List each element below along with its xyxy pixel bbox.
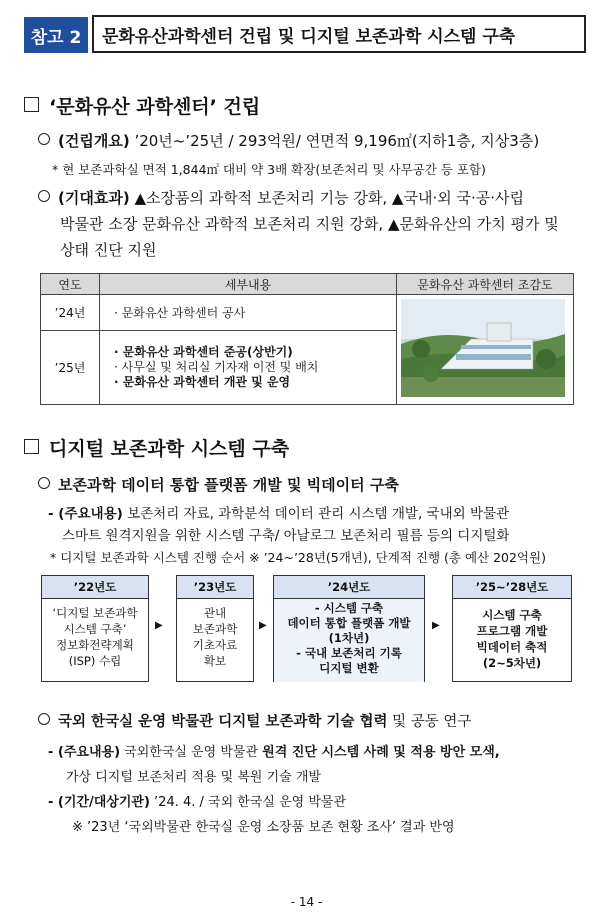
- building-rendering-image: [401, 299, 565, 397]
- flow-step-line: 빅데이터 축적: [476, 640, 548, 654]
- table-header-image: 문화유산 과학센터 조감도: [397, 274, 574, 295]
- checkbox-square-icon: [24, 439, 39, 454]
- page-number: - 14 -: [290, 895, 323, 909]
- flow-step-line: 디지털 변환: [319, 661, 379, 675]
- flow-step-line: 확보: [203, 654, 227, 668]
- section2-heading: [24, 434, 289, 461]
- checkbox-square-icon: [24, 97, 39, 112]
- period-text: ’24. 4. / 국외 한국실 운영 박물관: [149, 795, 347, 810]
- table-header-year: 연도: [41, 274, 100, 295]
- flow-step-year: ’22년도: [42, 576, 148, 599]
- flow-step-year: ’25~’28년도: [453, 576, 571, 599]
- arrow-right-icon: ▶: [432, 620, 440, 631]
- flow-step-line: - 국내 보존처리 기록: [296, 646, 402, 660]
- platform-details: [48, 503, 608, 569]
- effects-label: (기대효과): [58, 189, 130, 207]
- platform-bullet: [38, 472, 399, 498]
- flow-step-2023: [176, 575, 254, 682]
- flow-step-year: ’23년도: [177, 576, 253, 599]
- effects-bullet: [38, 185, 598, 263]
- table-row-year: ’24년: [41, 295, 100, 331]
- flow-step-line: 시스템 구축: [482, 608, 542, 622]
- flow-step-2024: [273, 575, 425, 682]
- overview-bullet: [38, 128, 598, 154]
- cooperation-bullet: [38, 710, 471, 731]
- arrow-right-icon: ▶: [259, 620, 267, 631]
- flow-step-line: 데이터 통합 플랫폼 개발: [287, 616, 411, 630]
- flow-step-line: (1차년): [328, 631, 370, 645]
- flow-step-line: 관내: [203, 606, 227, 620]
- platform-line1: 보존처리 자료, 과학분석 데이터 관리 시스템 개발, 국내외 박물관: [122, 506, 510, 522]
- section1-heading-text: ‘문화유산 과학센터’ 건립: [49, 96, 261, 118]
- flow-step-2022: [41, 575, 149, 682]
- page-title: 문화유산과학센터 건립 및 디지털 보존과학 시스템 구축: [92, 15, 586, 53]
- platform-heading: 보존과학 데이터 통합 플랫폼 개발 및 빅데이터 구축: [58, 476, 399, 494]
- flow-step-year: ’24년도: [274, 576, 424, 599]
- schedule-table: [40, 273, 574, 405]
- cooperation-heading-suffix: 및 공동 연구: [387, 714, 472, 730]
- flow-step-line: (ISP) 수립: [68, 654, 122, 668]
- effects-line1: ▲소장품의 과학적 보존처리 기능 강화, ▲국내·외 국·공·사립: [129, 189, 524, 207]
- effects-line3: 상태 진단 지원: [60, 241, 157, 259]
- survey-note: ※ ’23년 ‘국외박물관 한국실 운영 소장품 보존 현황 조사’ 결과 반영: [72, 820, 455, 835]
- circle-bullet-icon: [38, 133, 50, 145]
- flow-step-line: - 시스템 구축: [314, 601, 384, 615]
- cooperation-line1-bold: 원격 진단 시스템 사례 및 적용 방안 모색,: [262, 745, 500, 760]
- platform-line2: 스마트 원격지원을 위한 시스템 구축/ 아날로그 보존처리 필름 등의 디지털화: [62, 528, 510, 544]
- table-row-item: · 문화유산 과학센터 준공(상반기): [114, 344, 293, 359]
- platform-note: * 디지털 보존과학 시스템 진행 순서 ※ ’24~’28년(5개년), 단계적 진행 (총 예산 202억원): [50, 550, 546, 565]
- arrow-right-icon: ▶: [155, 620, 163, 631]
- table-header-details: 세부내용: [100, 274, 397, 295]
- cooperation-line1: 국외한국실 운영 박물관: [120, 745, 263, 760]
- table-row-year: ’25년: [41, 330, 100, 404]
- flow-step-line: 시스템 구축’: [63, 622, 127, 636]
- flow-step-2025-2028: [452, 575, 572, 682]
- flow-step-line: 기초자료: [192, 638, 238, 652]
- area-note: * 현 보존과학실 면적 1,844㎡ 대비 약 3배 확장(보존처리 및 사무공간 등 포함): [52, 162, 486, 177]
- table-row-item: · 문화유산 과학센터 개관 및 운영: [114, 374, 291, 389]
- center-rendering-cell: [397, 295, 574, 405]
- table-row-item: · 사무실 및 처리실 기자재 이전 및 배치: [114, 359, 319, 374]
- section2-heading-text: 디지털 보존과학 시스템 구축: [49, 438, 290, 460]
- cooperation-line2: 가상 디지털 보존처리 적용 및 복원 기술 개발: [66, 770, 321, 785]
- flow-step-line: 프로그램 개발: [476, 624, 548, 638]
- flow-step-line: (2~5차년): [482, 656, 542, 670]
- circle-bullet-icon: [38, 477, 50, 489]
- circle-bullet-icon: [38, 713, 50, 725]
- table-row-item: · 문화유산 과학센터 공사: [100, 295, 397, 331]
- cooperation-heading: 국외 한국실 운영 박물관 디지털 보존과학 기술 협력: [58, 714, 388, 730]
- cooperation-label: - (주요내용): [48, 745, 121, 760]
- table-row-items: [100, 330, 397, 404]
- flow-step-line: 정보화전략계획: [56, 638, 134, 652]
- reference-tag: 참고 2: [24, 17, 88, 53]
- cooperation-details: [48, 740, 608, 840]
- circle-bullet-icon: [38, 190, 50, 202]
- effects-line2: 박물관 소장 문화유산 과학적 보존처리 지원 강화, ▲문화유산의 가치 평가 및: [60, 215, 559, 233]
- flow-step-line: ‘디지털 보존과학: [52, 606, 138, 620]
- overview-text: ’20년~’25년 / 293억원/ 연면적 9,196㎡(지하1층, 지상3층): [129, 132, 540, 150]
- overview-label: (건립개요): [58, 132, 130, 150]
- platform-label: - (주요내용): [48, 506, 123, 522]
- period-label: - (기간/대상기관): [48, 795, 150, 810]
- flow-step-line: 보존과학: [192, 622, 238, 636]
- section1-heading: [24, 92, 260, 119]
